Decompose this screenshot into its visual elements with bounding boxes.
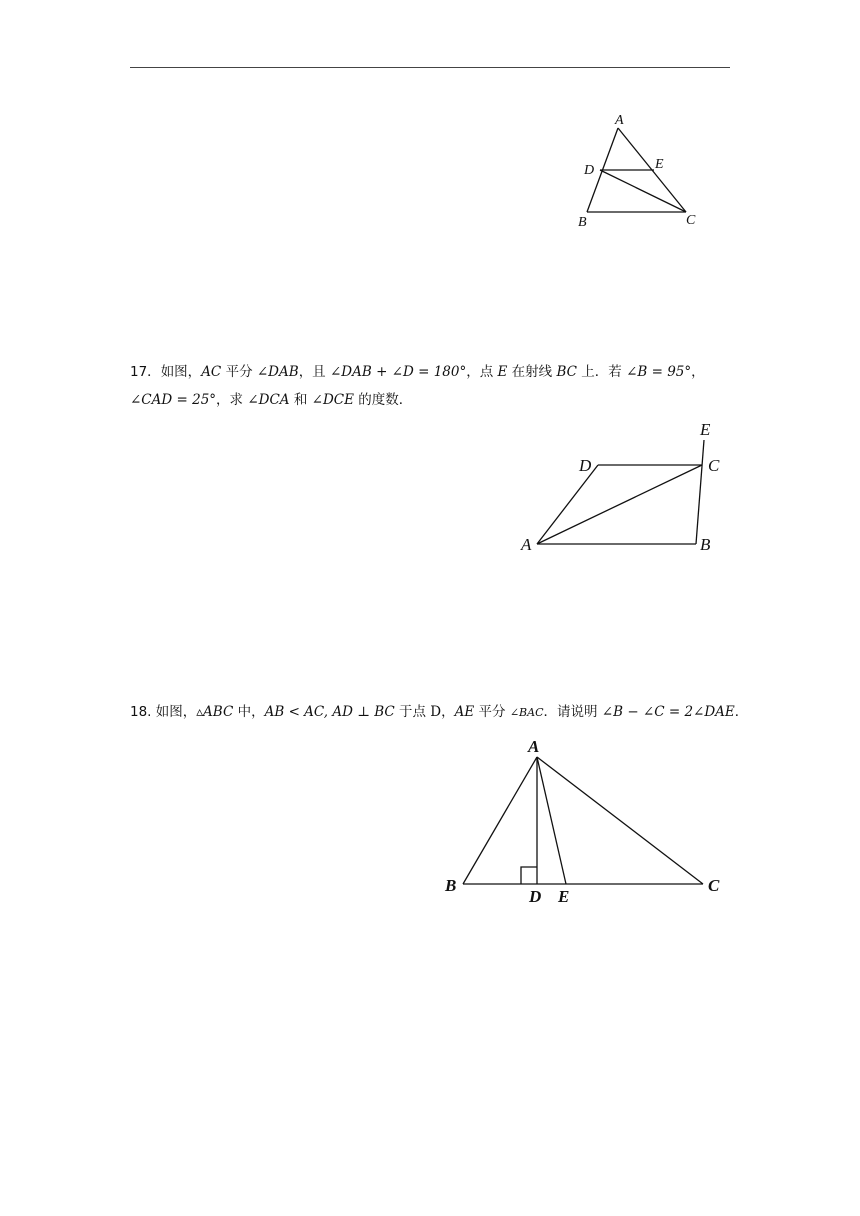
right-angle-mark [521, 867, 537, 884]
problem-18-line-1 [130, 698, 748, 727]
vertex-label-e: E [700, 420, 711, 439]
math-expression: ∠CAD = 25° [130, 392, 217, 408]
problem-text: 平分 [221, 364, 257, 380]
vertex-label-a: A [615, 113, 624, 128]
math-expression: ∠B = 95° [626, 364, 692, 380]
problem-number: 18. [130, 704, 152, 720]
problem-text: 在射线 [507, 364, 557, 380]
problem-18 [130, 698, 748, 727]
problem-text: ， [691, 364, 705, 380]
problem-text: 中， [233, 704, 265, 720]
vertex-label-e: E [655, 157, 664, 172]
vertex-label-a: A [528, 737, 540, 756]
vertex-label-b: B [578, 215, 587, 230]
vertex-label-d: D [529, 887, 542, 906]
problem-text: ，点 [466, 364, 498, 380]
triangle-figure-18 [440, 732, 730, 912]
vertex-label-d: D [579, 456, 592, 475]
problem-number: 17． [130, 364, 161, 380]
ray-bc-through-e [696, 440, 704, 544]
segment-ac [537, 465, 702, 544]
problem-text: ．请说明 [543, 704, 602, 720]
math-expression: ∠DAB + ∠D = 180° [329, 364, 467, 380]
vertex-label-c: C [708, 456, 720, 475]
problem-text: 和 [289, 392, 312, 408]
problem-text: 上．若 [577, 364, 627, 380]
problem-text: 于点 D， [394, 704, 455, 720]
math-expression: AB < AC, AD ⊥ BC [264, 704, 395, 720]
math-expression: ∠DCE [311, 392, 354, 408]
triangle-figure-16 [560, 100, 720, 240]
math-expression: AC [201, 364, 222, 380]
math-expression: ▵ABC [196, 704, 234, 720]
header-rule [130, 67, 730, 68]
problem-text: ． [734, 704, 749, 720]
math-expression: E [497, 364, 508, 380]
math-expression: ∠DAB [256, 364, 299, 380]
problem-17-line-1 [130, 358, 705, 386]
problem-text: 如图， [160, 364, 202, 380]
math-expression: ∠BAC [509, 706, 544, 719]
vertex-label-c: C [708, 876, 720, 895]
vertex-label-d: D [584, 163, 595, 178]
problem-text: 如图， [151, 704, 197, 720]
math-expression: ∠DCA [247, 392, 290, 408]
segment-dc [600, 170, 686, 212]
quadrilateral-figure-17 [515, 415, 735, 565]
segment-ad [537, 465, 598, 544]
math-expression: BC [556, 364, 577, 380]
vertex-label-b: B [445, 876, 457, 895]
segment-ab [463, 757, 537, 884]
vertex-label-a: A [521, 535, 532, 554]
vertex-label-b: B [700, 535, 711, 554]
math-expression: AE [454, 704, 475, 720]
problem-text: ，且 [298, 364, 330, 380]
vertex-label-c: C [686, 213, 696, 228]
problem-text: ，求 [216, 392, 248, 408]
problem-17 [130, 358, 705, 414]
vertex-label-e: E [558, 887, 570, 906]
problem-text: 的度数． [353, 392, 413, 408]
math-expression: ∠B − ∠C = 2∠DAE [601, 704, 735, 720]
problem-text: 平分 [474, 704, 510, 720]
problem-17-line-2 [130, 386, 705, 414]
